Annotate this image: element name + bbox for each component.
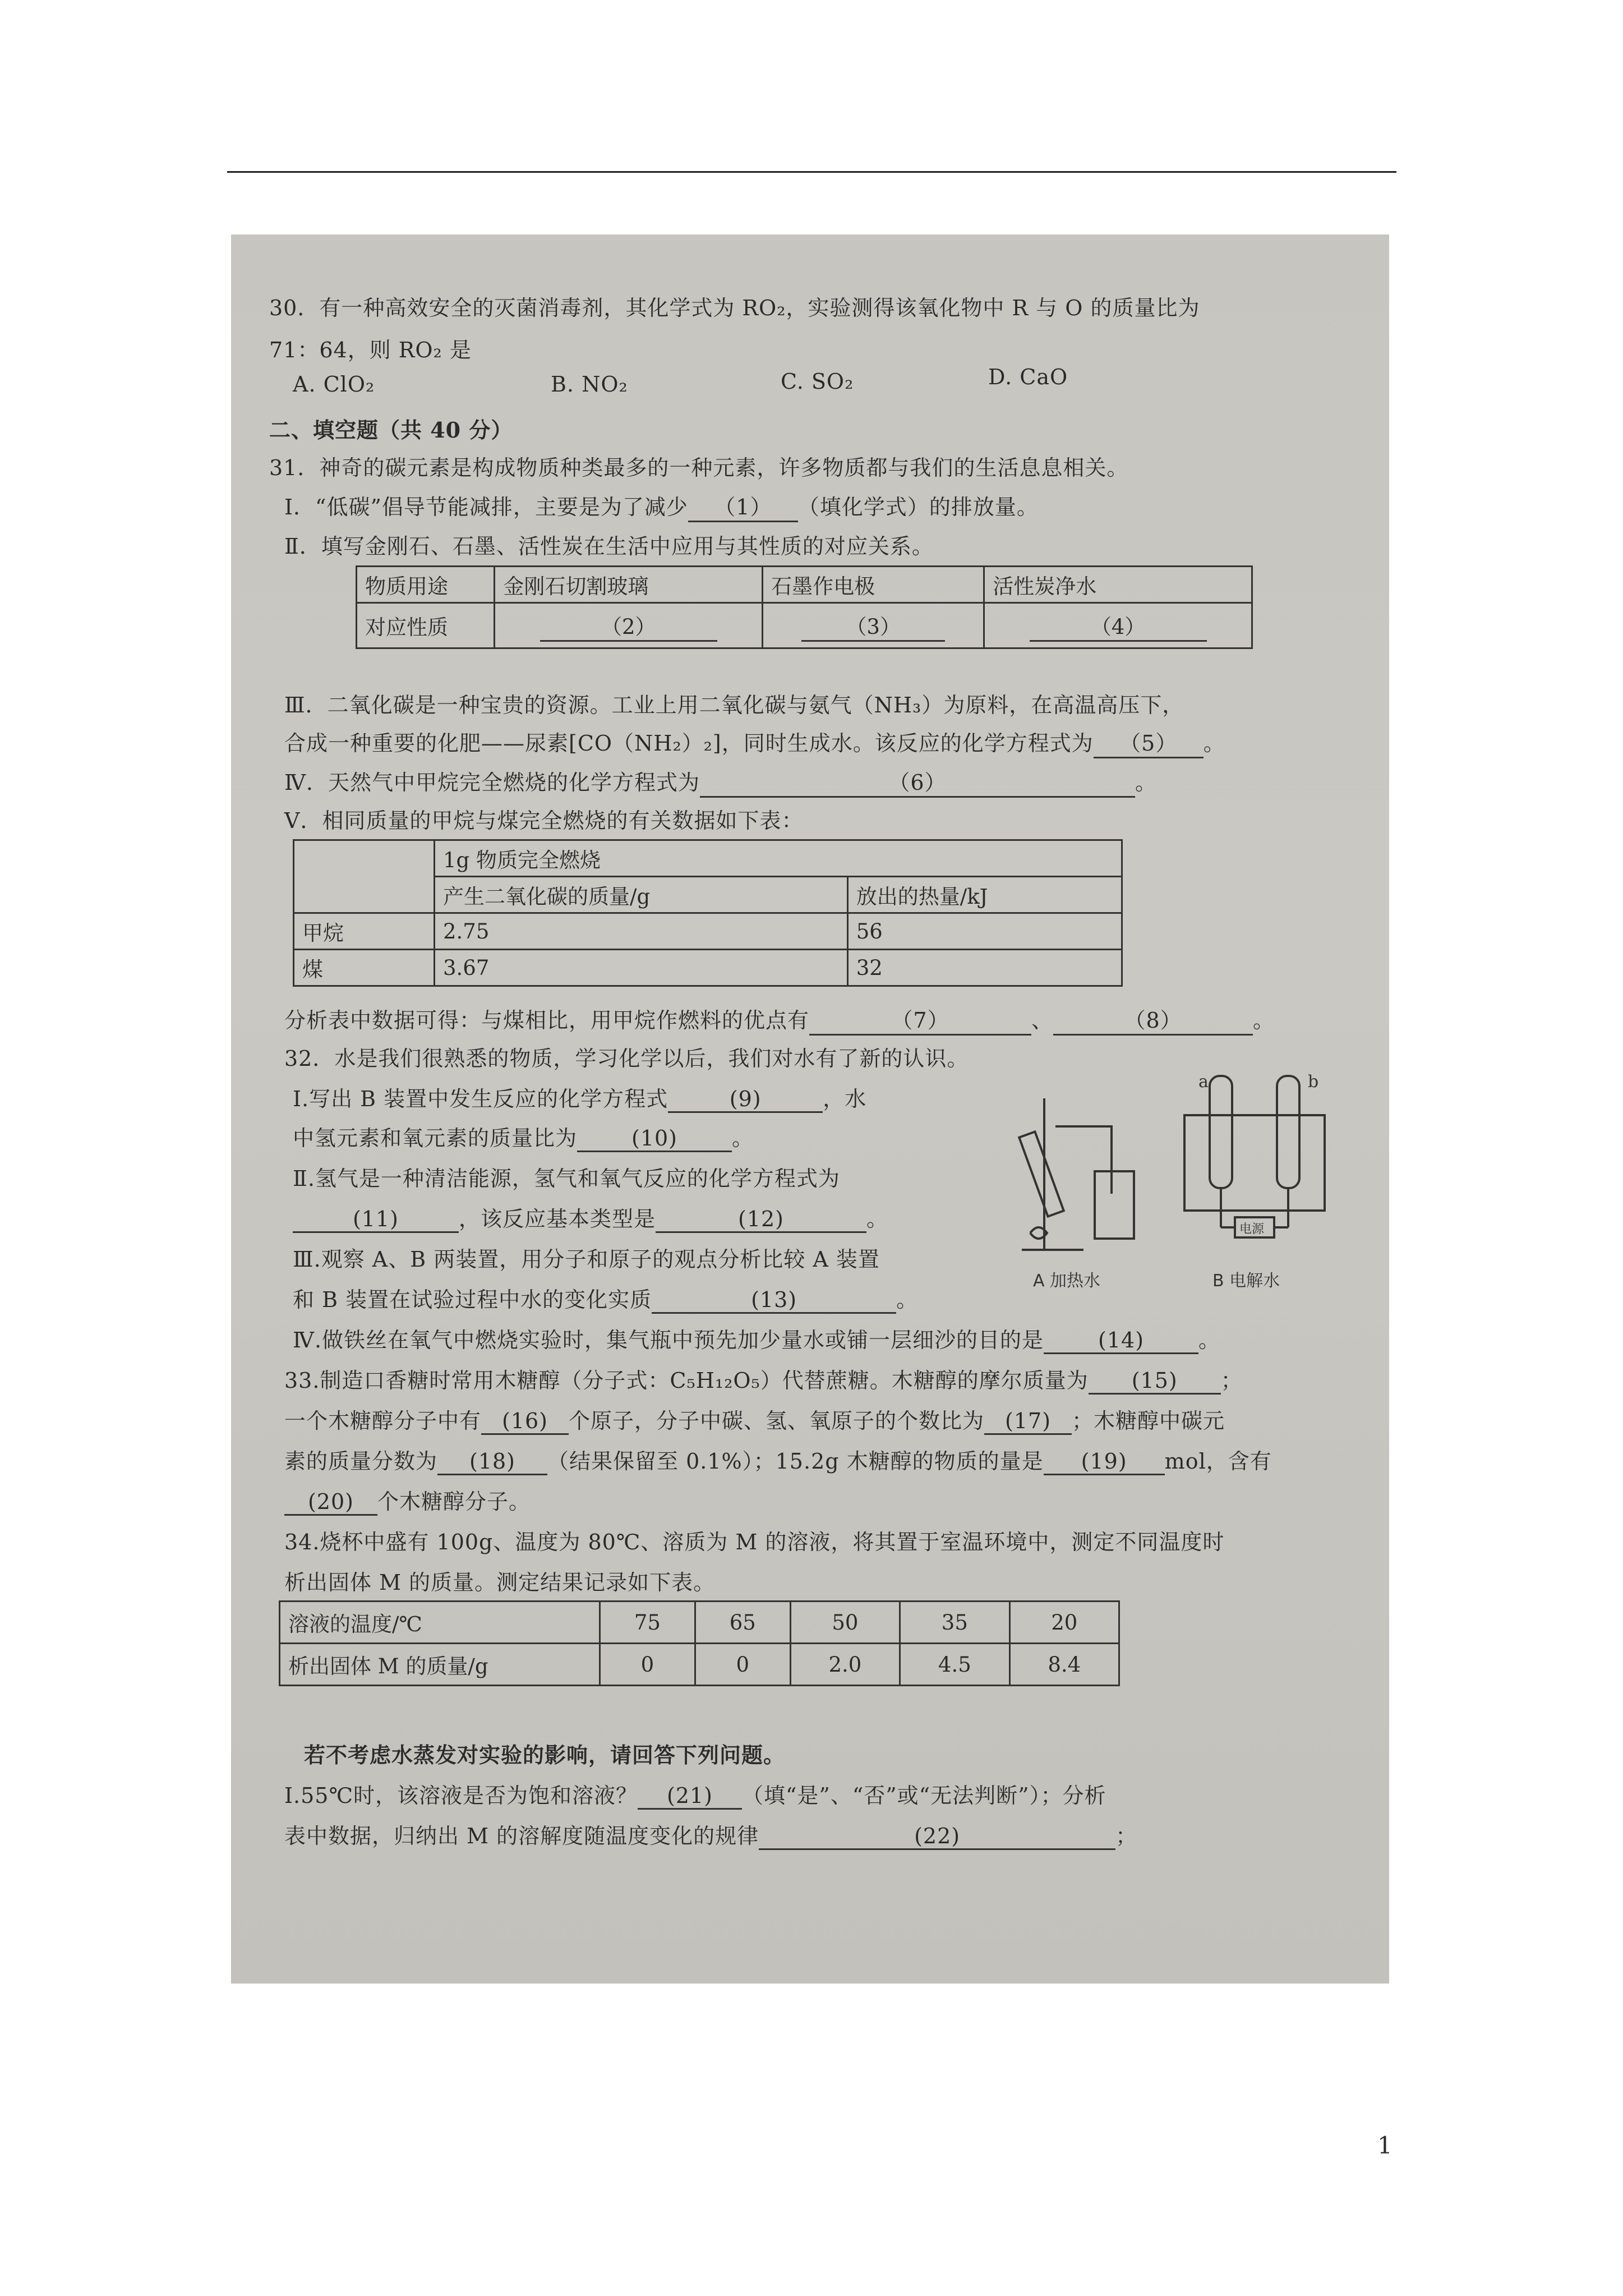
blank-19[interactable]: (19) <box>1044 1449 1165 1475</box>
q31-part-iii-line1: Ⅲ．二氧化碳是一种宝贵的资源。工业上用二氧化碳与氨气（NH₃）为原料，在高温高压下， <box>284 693 1184 717</box>
blank-5[interactable]: （5） <box>1094 726 1204 758</box>
q30-option-c: C. SO₂ <box>781 369 854 394</box>
table3-row-label: 析出固体 M 的质量/g <box>280 1644 600 1686</box>
q30-option-b: B. NO₂ <box>551 372 628 397</box>
q33-line3: 素的质量分数为 (18) （结果保留至 0.1%）；15.2g 木糖醇的物质的量是 (19) mol，含有 <box>284 1444 1389 1475</box>
q34-line1: 34.烧杯中盛有 100g、温度为 80℃、溶质为 M 的溶液，将其置于室温环境中，测定不同温度时 <box>284 1530 1225 1554</box>
blank-18[interactable]: (18) <box>437 1449 547 1475</box>
caption-b: B 电解水 <box>1212 1271 1280 1291</box>
table3-temp: 50 <box>790 1602 900 1644</box>
q32-part-iii-line1: Ⅲ.观察 A、B 两装置，用分子和原子的观点分析比较 A 装置 <box>293 1247 880 1272</box>
blank-12[interactable]: (12) <box>656 1207 866 1233</box>
q32-part-iv: Ⅳ.做铁丝在氧气中燃烧实验时，集气瓶中预先加少量水或铺一层细沙的目的是 (14) 。 <box>293 1323 1389 1354</box>
q32-part-i-line2: 中氢元素和氧元素的质量比为 (10) 。 <box>293 1121 1389 1152</box>
blank-4[interactable]: （4） <box>1030 610 1207 642</box>
tube-b <box>1277 1076 1299 1188</box>
q30-stem-line2: 71：64，则 RO₂ 是 <box>269 338 472 362</box>
carbon-uses-table <box>356 565 1253 649</box>
q32-part-ii-line1: Ⅱ.氢气是一种清洁能源，氢气和氧气反应的化学方程式为 <box>293 1166 840 1191</box>
blank-11[interactable]: (11) <box>293 1207 459 1233</box>
delivery-tube <box>1055 1126 1112 1194</box>
q32-part-i-line1: Ⅰ.写出 B 装置中发生反应的化学方程式 (9) ，水 <box>293 1082 1389 1113</box>
label-a: a <box>1198 1072 1209 1092</box>
q30-option-d: D. CaO <box>988 365 1068 389</box>
table3-temp: 65 <box>695 1602 790 1644</box>
collecting-vessel <box>1095 1171 1134 1239</box>
table2-row-name: 甲烷 <box>294 913 435 950</box>
blank-9[interactable]: (9) <box>668 1087 823 1113</box>
q31-part-i: Ⅰ．“低碳”倡导节能减排，主要是为了减少 （1） （填化学式）的排放量。 <box>284 490 1389 522</box>
q33-line4: (20) 个木糖醇分子。 <box>284 1484 1389 1516</box>
table3-mass: 4.5 <box>900 1644 1009 1686</box>
blank-8[interactable]: （8） <box>1053 1003 1253 1036</box>
table1-cell: 活性炭净水 <box>984 567 1252 603</box>
blank-14[interactable]: (14) <box>1044 1328 1198 1354</box>
blank-6[interactable]: （6） <box>700 765 1135 798</box>
table2-header-top: 1g 物质完全燃烧 <box>435 840 1122 877</box>
blank-2[interactable]: （2） <box>540 610 717 642</box>
combustion-data-table <box>293 839 1123 987</box>
q31-part-v: Ⅴ．相同质量的甲烷与煤完全燃烧的有关数据如下表： <box>284 808 804 833</box>
table3-mass: 8.4 <box>1009 1644 1119 1686</box>
blank-13[interactable]: (13) <box>652 1287 896 1314</box>
blank-15[interactable]: (15) <box>1089 1368 1221 1395</box>
blank-10[interactable]: (10) <box>577 1126 732 1152</box>
table2-header-col: 放出的热量/kJ <box>847 877 1122 913</box>
blank-21[interactable]: (21) <box>638 1783 742 1810</box>
section-heading: 二、填空题（共 40 分） <box>269 417 513 443</box>
blank-1[interactable]: （1） <box>688 490 798 522</box>
table1-cell: 金刚石切割玻璃 <box>495 567 763 603</box>
q33-line1: 33.制造口香糖时常用木糖醇（分子式：C₅H₁₂O₅）代替蔗糖。木糖醇的摩尔质量为 (15) ； <box>284 1363 1389 1395</box>
blank-7[interactable]: （7） <box>809 1003 1031 1036</box>
table2-cell: 2.75 <box>435 913 848 950</box>
q34-part-i-line1: Ⅰ.55℃时，该溶液是否为饱和溶液？ (21) （填“是”、“否”或“无法判断”）；分析 <box>284 1778 1389 1810</box>
table3-temp: 20 <box>1009 1602 1119 1644</box>
table3-temp: 35 <box>900 1602 1009 1644</box>
q31-part-ii: Ⅱ．填写金刚石、石墨、活性炭在生活中应用与其性质的对应关系。 <box>284 534 934 559</box>
table3-mass: 0 <box>695 1644 790 1686</box>
q31-part-iv: Ⅳ．天然气中甲烷完全燃烧的化学方程式为 （6） 。 <box>284 765 1389 798</box>
blank-3[interactable]: （3） <box>801 610 945 642</box>
q30-option-a: A. ClO₂ <box>293 372 375 397</box>
q34-line2: 析出固体 M 的质量。测定结果记录如下表。 <box>284 1570 716 1595</box>
q30-stem-line1: 30．有一种高效安全的灭菌消毒剂，其化学式为 RO₂，实验测得该氧化物中 R 与 O 的质量比为 <box>269 296 1200 320</box>
q32-part-ii-line2: (11) ，该反应基本类型是 (12) 。 <box>293 1202 1389 1233</box>
table2-cell: 56 <box>847 913 1122 950</box>
table2-cell: 3.67 <box>435 950 848 986</box>
table1-cell: 石墨作电极 <box>763 567 984 603</box>
blank-17[interactable]: (17) <box>984 1409 1072 1435</box>
table3-row-label: 溶液的温度/℃ <box>280 1602 600 1644</box>
table1-cell: 对应性质 <box>357 603 495 648</box>
power-label: 电源 <box>1239 1222 1265 1236</box>
label-b: b <box>1308 1072 1319 1092</box>
q33-line2: 一个木糖醇分子中有 (16) 个原子，分子中碳、氢、氧原子的个数比为 (17) ；木糖醇中碳元 <box>284 1404 1389 1435</box>
electrolysis-trough <box>1184 1115 1325 1211</box>
q31-intro: 31．神奇的碳元素是构成物质种类最多的一种元素，许多物质都与我们的生活息息相关。 <box>269 455 1129 480</box>
blank-22[interactable]: (22) <box>759 1824 1115 1850</box>
blank-20[interactable]: (20) <box>284 1489 377 1516</box>
table3-mass: 0 <box>600 1644 695 1686</box>
blank-16[interactable]: (16) <box>481 1409 569 1435</box>
water-apparatus-figure <box>999 1065 1364 1300</box>
table2-row-name: 煤 <box>294 950 435 986</box>
q32-part-iii-line2: 和 B 装置在试验过程中水的变化实质 (13) 。 <box>293 1282 1389 1314</box>
q31-analysis: 分析表中数据可得：与煤相比，用甲烷作燃料的优点有 （7） 、 （8） 。 <box>284 1003 1389 1036</box>
table2-cell: 32 <box>847 950 1122 986</box>
solubility-table <box>279 1600 1120 1686</box>
q34-part-i-line2: 表中数据，归纳出 M 的溶解度随温度变化的规律 (22) ； <box>284 1819 1389 1850</box>
table1-cell: 物质用途 <box>357 567 495 603</box>
q34-note: 若不考虑水蒸发对实验的影响，请回答下列问题。 <box>304 1742 786 1768</box>
table2-header-col: 产生二氧化碳的质量/g <box>435 877 848 913</box>
page-number: 1 <box>1377 2132 1393 2159</box>
header-rule <box>227 171 1396 173</box>
caption-a: A 加热水 <box>1033 1271 1101 1291</box>
exam-photo <box>231 234 1389 1984</box>
table3-temp: 75 <box>600 1602 695 1644</box>
q32-intro: 32．水是我们很熟悉的物质，学习化学以后，我们对水有了新的认识。 <box>284 1046 969 1071</box>
test-tube-a <box>1019 1131 1063 1216</box>
q31-part-iii-line2: 合成一种重要的化肥——尿素[CO（NH₂）₂]，同时生成水。该反应的化学方程式为 （5） 。 <box>284 726 1389 758</box>
tube-a <box>1210 1076 1232 1188</box>
table3-mass: 2.0 <box>790 1644 900 1686</box>
